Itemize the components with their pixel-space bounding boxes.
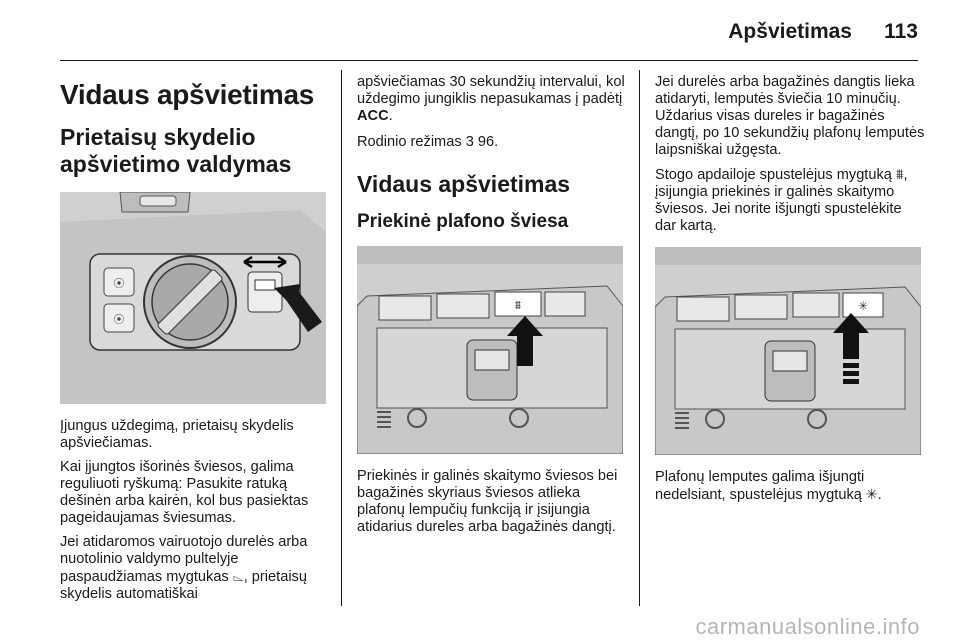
remote-unlock-icon: ⌳ [232,568,244,584]
paragraph-text: Rodinio režimas [357,134,466,150]
paragraph-text: , įsijungia priekinės ir galinės skaitymo šviesos. Jei norite išjungti spustelėkite dar kartą. [655,167,908,234]
light-off-icon: ✳ [865,486,878,502]
page-title: Apšvietimas [728,20,852,43]
paragraph-text: Plafonų lemputes galima išjungti nedelsiant, spustelėjus mygtuką [655,469,866,503]
subsection-heading: Priekinė plafono šviesa [357,211,569,232]
svg-text:✳: ✳ [857,299,869,313]
column-1 [60,72,326,610]
paragraph: Įjungus uždegimą, prietaisų skydelis apšviečiamas. [60,418,294,451]
column-2 [357,72,627,543]
svg-text:⦿: ⦿ [113,313,125,326]
svg-text:⦿: ⦿ [113,277,125,290]
page-number: 113 [884,20,918,43]
section-heading: Vidaus apšvietimas [357,171,571,197]
header-rule [60,60,918,61]
paragraph [655,166,925,235]
paragraph-text: Jei atidaromos vairuotojo durelės arba nuotolinio valdymo pultelyje paspaudžiamas mygtukas [60,534,308,585]
paragraph: Jei durelės arba bagažinės dangtis lieka atidaryti, lemputės šviečia 10 minučių. Uždarius visas dureles ir bagažinės dangtį, po 10 sekundžių plafonų lemputės laipsniškai užgęsta. [655,74,925,158]
paragraph [655,469,925,504]
acc-label: ACC [357,108,389,124]
subsection-heading-line1: Prietaisų skydelio [60,124,256,150]
column-3 [655,72,925,511]
section-heading: Vidaus apšvietimas [60,79,314,110]
paragraph [357,134,627,151]
paragraph-text: . [388,108,393,124]
paragraph: Priekinės ir galinės skaitymo šviesos bei bagažinės skyriaus šviesos atlieka plafonų lempučių funkciją ir įsijungia atidarius dureles arba bagažinės dangtį. [357,468,618,535]
paragraph: Kai įjungtos išorinės šviesos, galima reguliuoti ryškumą: Pasukite ratuką dešinėn arba kairėn, kol bus pasiektas pageidaujamas šviesumas. [60,459,309,526]
subsection-heading [60,124,326,178]
page-header [0,0,960,60]
watermark: carmanualsonline.info [695,614,920,639]
column-divider-1 [341,70,342,606]
paragraph-text: Stogo apdailoje spustelėjus mygtuką [655,167,896,183]
paragraph [60,534,326,603]
column-divider-2 [639,70,640,606]
page-reference-icon: 3 [465,134,474,150]
instrument-panel-illustration [60,192,326,404]
paragraph-text: apšviečiamas 30 sekundžių intervalui, kol uždegimo jungiklis nepasukamas į padėtį [357,74,625,107]
paragraph-text: , prietaisų skydelis automatiškai [60,569,307,602]
paragraph [357,74,627,125]
front-courtesy-light-illustration [357,246,623,454]
courtesy-light-off-illustration [655,247,921,455]
paragraph-text: 96. [473,134,499,150]
svg-text:⩩: ⩩ [514,298,522,312]
reading-light-icon: ⩩ [895,166,904,182]
paragraph-text: . [877,487,882,503]
subsection-heading-line2: apšvietimo valdymas [60,151,292,177]
